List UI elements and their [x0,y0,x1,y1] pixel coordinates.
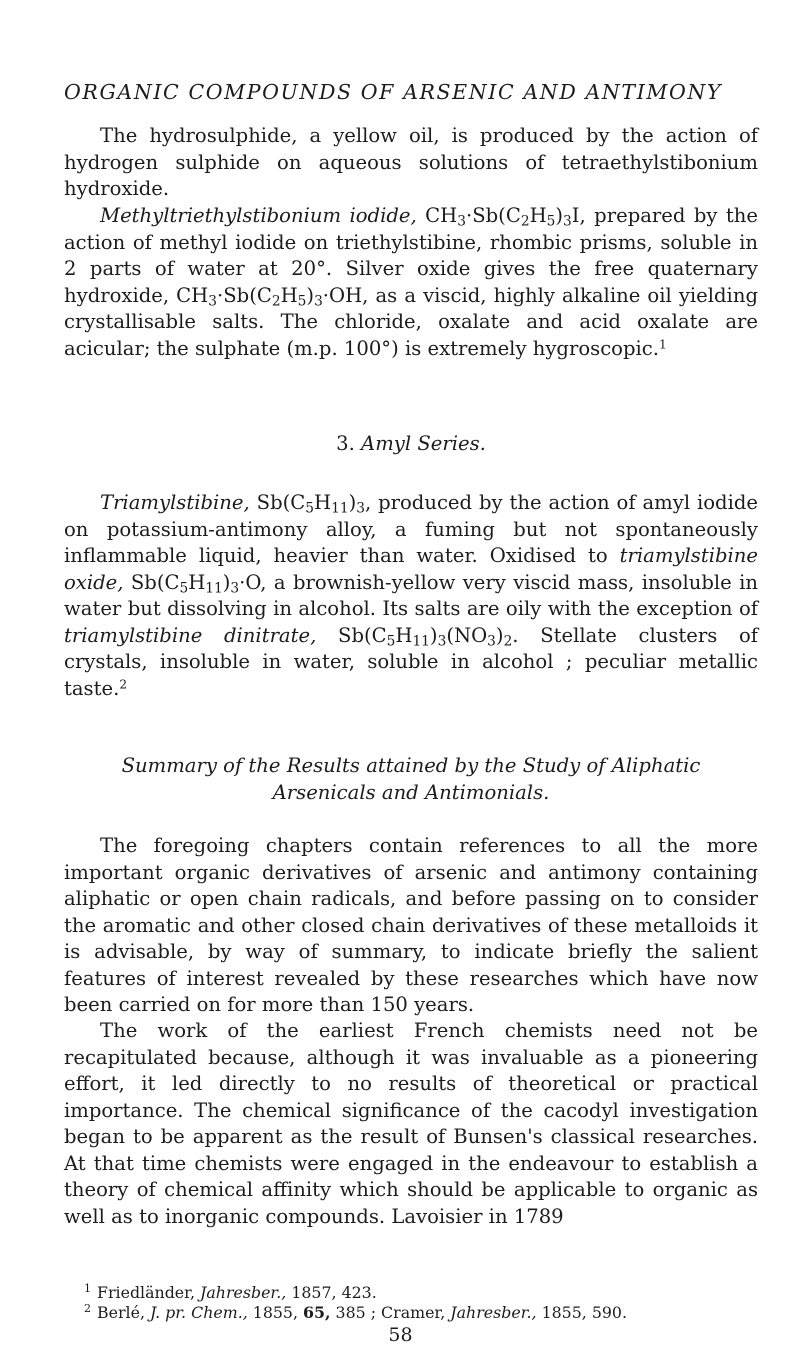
compound-name: triamylstibine dinitrate, [64,623,317,647]
running-header: ORGANIC COMPOUNDS OF ARSENIC AND ANTIMONY [64,80,723,104]
page-number: 58 [388,1324,413,1346]
paragraph-french-chemists: The work of the earliest French chemists need not be recapitulated because, although it was invaluable as a pioneering effort, it led directly to no results of theoretical or practical importance. The chemical significance of the cacodyl investigation began to be apparent as the result of Bunsen's classical researches. At that time chemists were engaged in the endeavour to establish a theory of chemical affinity which should be applicable to organic as well as to inorganic compounds. Lavoisier in 1789 [64,1019,758,1228]
summary-heading: Summary of the Results attained by the Study of Aliphatic Arsenicals and Antimonials. [121,754,701,804]
paragraph-methyltriethylstibonium: Methyltriethylstibonium iodide, $CH_3\cdot Sb(C_2H_5)_3I$, prepared by the action of methyl iodide on triethylstibine, rhombic prisms, soluble in 2 parts of water at 20°. Silver oxide gives the free quaternary hydroxide, $CH_3\cdot Sb(C_2H_5)_3\cdot OH$, as a viscid, highly alkaline oil yielding crystallisable salts. The chloride, oxalate and acid oxalate are acicular; the sulphate (m.p. 100°) is extremely hygroscopic.$^1$ [64,204,758,360]
footnote-2: $^2$ Berlé, J. pr. Chem., 1855, 65, 385 ; Cramer, Jahresber., 1855, 590. [84,1302,628,1322]
chemical-formula: $Sb(C_5H_{11})_3$, [256,491,372,517]
chemical-formula: $CH_3\cdot Sb(C_2H_5)_3I$, [425,204,586,230]
chemical-formula: $Sb(C_5H_{11})_3(NO_3)_2$. [338,623,519,649]
compound-name: Methyltriethylstibonium iodide, [100,204,417,227]
compound-name: triamylstibine oxide, [64,544,758,594]
footnote-ref: 2 [119,676,128,691]
paragraph-triamylstibine: Triamylstibine, $Sb(C_5H_{11})_3$, produced by the action of amyl iodide on potassium-antimony alloy, a fuming but not spontaneously inflammable liquid, heavier than water. Oxidised to triamylstibine oxide, $Sb(C_5H_{11})_3\cdot O$, a brownish-yellow very viscid mass, insoluble in water but dissolving in alcohol. Its salts are oily with the exception of triamylstibine dinitrate, $Sb(C_5H_{11})_3(NO_3)_2$. Stellate clusters of crystals, insoluble in water, soluble in alcohol ; peculiar metallic taste.$^2$ [64,491,758,700]
footnote-ref: 1 [658,336,667,351]
section-heading: 3. Amyl Series. [336,432,486,455]
chemical-formula: $Sb(C_5H_{11})_3\cdot O$, [130,570,267,596]
footnote-1: $^1$ Friedländer, Jahresber., 1857, 423. [84,1282,377,1302]
paragraph-summary-intro: The foregoing chapters contain references to all the more important organic derivatives of arsenic and antimony containing aliphatic or open chain radicals, and before passing on to consider the aromatic and other closed chain derivatives of these metalloids it is advisable, by way of summary, to indicate briefly the salient features of interest revealed by these researches which have now been carried on for more than 150 years. [64,834,758,1016]
chemical-formula: $CH_3\cdot Sb(C_2H_5)_3\cdot OH$, [176,283,369,309]
compound-name: Triamylstibine, [100,491,250,514]
paragraph-hydrosulphide: The hydrosulphide, a yellow oil, is produced by the action of hydrogen sulphide on aqueous solutions of tetraethylstibonium hydroxide. [64,124,758,200]
